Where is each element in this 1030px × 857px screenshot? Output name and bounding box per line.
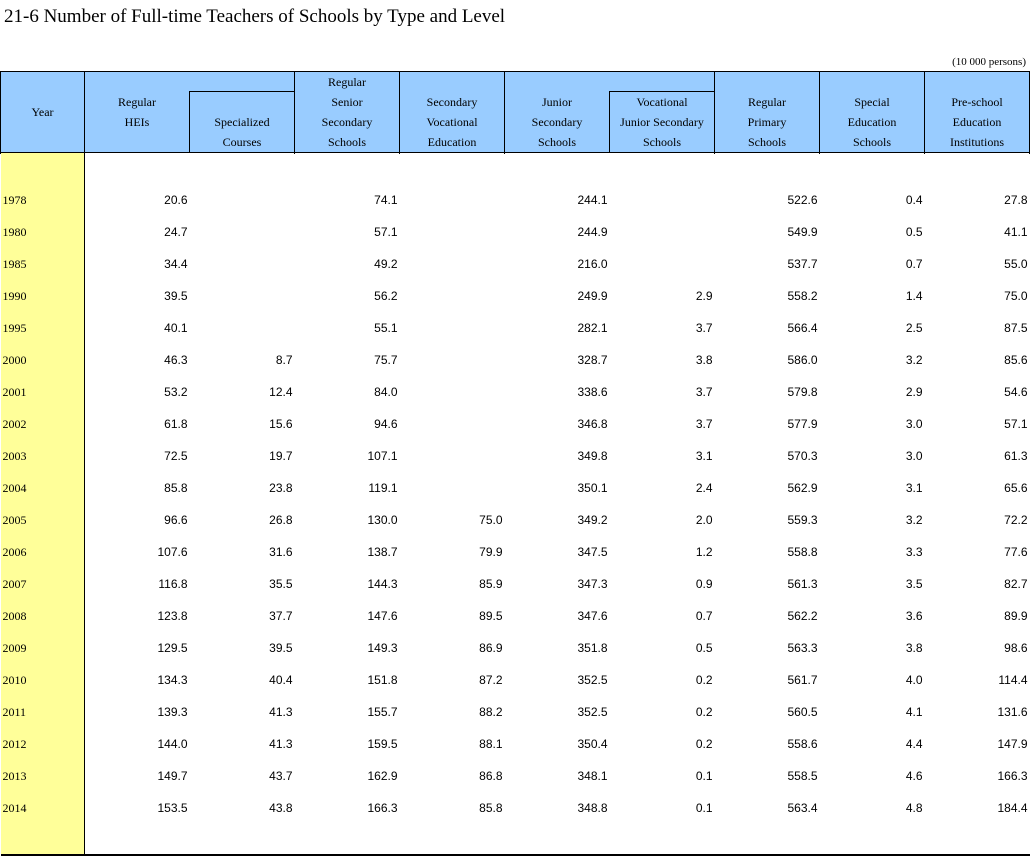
value-cell: 89.5 bbox=[479, 609, 503, 623]
table-row bbox=[1, 536, 1030, 568]
value-cell: 4.6 bbox=[905, 769, 923, 783]
value-cell: 559.3 bbox=[787, 513, 818, 527]
value-cell: 155.7 bbox=[367, 705, 398, 719]
year-cell: 2002 bbox=[1, 408, 85, 440]
value-cell bbox=[190, 216, 295, 248]
value-cell: 558.5 bbox=[787, 769, 818, 783]
value-cell: 139.3 bbox=[157, 705, 188, 719]
value-cell: 56.2 bbox=[374, 289, 398, 303]
table-row bbox=[1, 600, 1030, 632]
value-cell: 57.1 bbox=[374, 225, 398, 239]
header-spacer bbox=[190, 72, 295, 92]
year-cell: 1978 bbox=[1, 184, 85, 216]
value-cell: 74.1 bbox=[374, 193, 398, 207]
value-cell: 563.3 bbox=[787, 641, 818, 655]
value-cell: 328.7 bbox=[577, 353, 608, 367]
value-cell: 144.0 bbox=[157, 737, 188, 751]
year-cell: 2007 bbox=[1, 568, 85, 600]
value-cell: 8.7 bbox=[275, 353, 293, 367]
value-cell: 537.7 bbox=[787, 257, 818, 271]
value-cell: 2.9 bbox=[695, 289, 713, 303]
value-cell: 350.1 bbox=[577, 481, 608, 495]
value-cell: 348.1 bbox=[577, 769, 608, 783]
value-cell bbox=[400, 312, 505, 344]
table-row bbox=[1, 344, 1030, 376]
value-cell: 149.3 bbox=[367, 641, 398, 655]
value-cell: 40.4 bbox=[269, 673, 293, 687]
value-cell: 0.7 bbox=[695, 609, 713, 623]
table-row bbox=[1, 216, 1030, 248]
value-cell: 1.2 bbox=[695, 545, 713, 559]
value-cell: 561.3 bbox=[787, 577, 818, 591]
value-cell: 129.5 bbox=[157, 641, 188, 655]
value-cell: 3.0 bbox=[905, 449, 923, 463]
value-cell: 114.4 bbox=[998, 673, 1028, 687]
page-title: 21-6 Number of Full-time Teachers of Schools by Type and Level bbox=[4, 6, 506, 27]
value-cell: 3.7 bbox=[695, 321, 713, 335]
value-cell: 2.4 bbox=[695, 481, 713, 495]
value-cell: 31.6 bbox=[269, 545, 293, 559]
value-cell: 37.7 bbox=[269, 609, 293, 623]
value-cell: 3.8 bbox=[695, 353, 713, 367]
table-row bbox=[1, 312, 1030, 344]
value-cell: 3.7 bbox=[695, 417, 713, 431]
value-cell: 0.2 bbox=[695, 673, 713, 687]
year-cell: 2009 bbox=[1, 632, 85, 664]
table-row bbox=[1, 408, 1030, 440]
value-cell bbox=[400, 376, 505, 408]
year-cell: 2001 bbox=[1, 376, 85, 408]
value-cell: 352.5 bbox=[577, 673, 608, 687]
year-cell: 2004 bbox=[1, 472, 85, 504]
value-cell bbox=[190, 184, 295, 216]
value-cell: 2.0 bbox=[695, 513, 713, 527]
value-cell: 3.3 bbox=[905, 545, 923, 559]
header-preschool: Pre-school Education Institutions bbox=[925, 72, 1030, 153]
year-cell: 2014 bbox=[1, 792, 85, 824]
value-cell: 88.2 bbox=[479, 705, 503, 719]
value-cell bbox=[400, 280, 505, 312]
value-cell: 4.8 bbox=[905, 801, 923, 815]
value-cell: 3.5 bbox=[905, 577, 923, 591]
table-row bbox=[1, 280, 1030, 312]
value-cell: 347.5 bbox=[577, 545, 608, 559]
table-row bbox=[1, 760, 1030, 792]
value-cell: 2.9 bbox=[905, 385, 923, 399]
table-row bbox=[1, 792, 1030, 824]
value-cell: 561.7 bbox=[787, 673, 818, 687]
value-cell: 216.0 bbox=[577, 257, 608, 271]
value-cell bbox=[400, 344, 505, 376]
value-cell: 184.4 bbox=[997, 801, 1028, 815]
value-cell: 566.4 bbox=[787, 321, 818, 335]
value-cell: 3.1 bbox=[695, 449, 713, 463]
value-cell: 549.9 bbox=[787, 225, 818, 239]
value-cell: 88.1 bbox=[479, 737, 503, 751]
value-cell: 75.0 bbox=[479, 513, 503, 527]
table-row bbox=[1, 248, 1030, 280]
value-cell: 134.3 bbox=[157, 673, 188, 687]
value-cell: 107.1 bbox=[367, 449, 398, 463]
value-cell: 244.1 bbox=[577, 193, 608, 207]
value-cell: 131.6 bbox=[997, 705, 1028, 719]
value-cell: 0.5 bbox=[695, 641, 713, 655]
value-cell: 3.2 bbox=[905, 353, 923, 367]
value-cell bbox=[610, 248, 715, 280]
value-cell: 55.0 bbox=[1004, 257, 1028, 271]
table-row bbox=[1, 568, 1030, 600]
header-year: Year bbox=[1, 72, 85, 153]
value-cell: 0.5 bbox=[905, 225, 923, 239]
value-cell: 348.8 bbox=[577, 801, 608, 815]
header-spacer-2 bbox=[610, 72, 715, 92]
value-cell: 162.9 bbox=[367, 769, 398, 783]
value-cell: 144.3 bbox=[367, 577, 398, 591]
value-cell: 347.3 bbox=[577, 577, 608, 591]
value-cell: 84.0 bbox=[374, 385, 398, 399]
table-row bbox=[1, 184, 1030, 216]
header-regular-primary: Regular Primary Schools bbox=[715, 72, 820, 153]
value-cell: 586.0 bbox=[787, 353, 818, 367]
value-cell bbox=[190, 312, 295, 344]
value-cell: 12.4 bbox=[269, 385, 293, 399]
value-cell: 98.6 bbox=[1004, 641, 1028, 655]
value-cell: 0.7 bbox=[905, 257, 923, 271]
value-cell: 349.2 bbox=[577, 513, 608, 527]
value-cell: 119.1 bbox=[368, 481, 398, 495]
value-cell: 0.9 bbox=[695, 577, 713, 591]
year-cell: 1990 bbox=[1, 280, 85, 312]
value-cell bbox=[400, 184, 505, 216]
value-cell: 87.2 bbox=[479, 673, 503, 687]
value-cell: 153.5 bbox=[157, 801, 188, 815]
value-cell bbox=[610, 184, 715, 216]
value-cell: 75.0 bbox=[1004, 289, 1028, 303]
value-cell: 77.6 bbox=[1004, 545, 1028, 559]
header-junior-secondary: Junior Secondary Schools bbox=[505, 72, 610, 153]
value-cell: 4.4 bbox=[905, 737, 923, 751]
value-cell: 0.1 bbox=[695, 769, 713, 783]
year-cell: 2013 bbox=[1, 760, 85, 792]
value-cell: 85.8 bbox=[164, 481, 188, 495]
header-secondary-vocational: Secondary Vocational Education bbox=[400, 72, 505, 153]
value-cell: 149.7 bbox=[157, 769, 188, 783]
value-cell bbox=[190, 280, 295, 312]
year-cell: 1985 bbox=[1, 248, 85, 280]
value-cell: 35.5 bbox=[269, 577, 293, 591]
value-cell: 138.7 bbox=[367, 545, 398, 559]
value-cell: 34.4 bbox=[164, 257, 188, 271]
header-specialized-courses: Specialized Courses bbox=[190, 92, 295, 153]
value-cell: 107.6 bbox=[157, 545, 188, 559]
value-cell: 244.9 bbox=[577, 225, 608, 239]
value-cell: 43.8 bbox=[269, 801, 293, 815]
value-cell: 46.3 bbox=[164, 353, 188, 367]
value-cell: 116.8 bbox=[158, 577, 188, 591]
value-cell: 15.6 bbox=[269, 417, 293, 431]
value-cell: 351.8 bbox=[577, 641, 608, 655]
value-cell: 562.9 bbox=[787, 481, 818, 495]
value-cell bbox=[400, 408, 505, 440]
value-cell: 558.2 bbox=[787, 289, 818, 303]
value-cell: 39.5 bbox=[164, 289, 188, 303]
unit-note: (10 000 persons) bbox=[952, 56, 1026, 68]
value-cell bbox=[610, 216, 715, 248]
value-cell: 346.8 bbox=[577, 417, 608, 431]
value-cell: 2.5 bbox=[905, 321, 923, 335]
header-special-education: Special Education Schools bbox=[820, 72, 925, 153]
value-cell: 86.8 bbox=[479, 769, 503, 783]
value-cell: 1.4 bbox=[905, 289, 923, 303]
year-cell: 2006 bbox=[1, 536, 85, 568]
value-cell: 577.9 bbox=[787, 417, 818, 431]
value-cell: 159.5 bbox=[367, 737, 398, 751]
value-cell: 166.3 bbox=[367, 801, 398, 815]
value-cell: 558.6 bbox=[787, 737, 818, 751]
table-row bbox=[1, 440, 1030, 472]
value-cell: 41.3 bbox=[269, 737, 293, 751]
value-cell: 560.5 bbox=[787, 705, 818, 719]
value-cell bbox=[400, 440, 505, 472]
value-cell: 72.5 bbox=[164, 449, 188, 463]
value-cell: 352.5 bbox=[577, 705, 608, 719]
table-row bbox=[1, 696, 1030, 728]
header-senior-secondary: Regular Senior Secondary Schools bbox=[295, 72, 400, 153]
value-cell: 94.6 bbox=[374, 417, 398, 431]
value-cell: 23.8 bbox=[269, 481, 293, 495]
value-cell: 4.0 bbox=[905, 673, 923, 687]
year-cell: 1980 bbox=[1, 216, 85, 248]
value-cell: 87.5 bbox=[1004, 321, 1028, 335]
value-cell bbox=[400, 472, 505, 504]
value-cell: 82.7 bbox=[1004, 577, 1028, 591]
value-cell: 3.6 bbox=[905, 609, 923, 623]
value-cell: 0.4 bbox=[905, 193, 923, 207]
value-cell: 41.3 bbox=[269, 705, 293, 719]
year-cell: 2008 bbox=[1, 600, 85, 632]
value-cell: 350.4 bbox=[577, 737, 608, 751]
value-cell: 54.6 bbox=[1004, 385, 1028, 399]
value-cell: 85.6 bbox=[1004, 353, 1028, 367]
year-cell: 2011 bbox=[1, 696, 85, 728]
value-cell: 72.2 bbox=[1004, 513, 1028, 527]
value-cell: 3.8 bbox=[905, 641, 923, 655]
header-vocational-junior: Vocational Junior Secondary Schools bbox=[610, 92, 715, 153]
year-cell: 2003 bbox=[1, 440, 85, 472]
teachers-table bbox=[0, 71, 1030, 856]
table-row bbox=[1, 728, 1030, 760]
value-cell: 24.7 bbox=[164, 225, 188, 239]
value-cell: 3.2 bbox=[905, 513, 923, 527]
value-cell: 3.0 bbox=[905, 417, 923, 431]
value-cell: 282.1 bbox=[577, 321, 608, 335]
value-cell: 85.9 bbox=[479, 577, 503, 591]
value-cell: 96.6 bbox=[164, 513, 188, 527]
table-row bbox=[1, 504, 1030, 536]
value-cell bbox=[400, 216, 505, 248]
table-row bbox=[1, 376, 1030, 408]
value-cell: 86.9 bbox=[479, 641, 503, 655]
value-cell: 579.8 bbox=[787, 385, 818, 399]
value-cell: 147.6 bbox=[367, 609, 398, 623]
value-cell: 338.6 bbox=[577, 385, 608, 399]
table-row bbox=[1, 472, 1030, 504]
table-row bbox=[1, 664, 1030, 696]
value-cell: 40.1 bbox=[164, 321, 188, 335]
value-cell: 27.8 bbox=[1004, 193, 1028, 207]
year-cell: 2012 bbox=[1, 728, 85, 760]
value-cell: 123.8 bbox=[157, 609, 188, 623]
year-cell: 2005 bbox=[1, 504, 85, 536]
value-cell: 85.8 bbox=[479, 801, 503, 815]
value-cell: 75.7 bbox=[374, 353, 398, 367]
value-cell: 61.3 bbox=[1004, 449, 1028, 463]
value-cell: 4.1 bbox=[905, 705, 923, 719]
value-cell: 19.7 bbox=[269, 449, 293, 463]
year-spacer-cell bbox=[1, 824, 85, 855]
value-cell: 570.3 bbox=[787, 449, 818, 463]
value-cell: 55.1 bbox=[374, 321, 398, 335]
value-cell: 562.2 bbox=[787, 609, 818, 623]
value-cell: 3.1 bbox=[905, 481, 923, 495]
value-cell: 3.7 bbox=[695, 385, 713, 399]
value-cell bbox=[400, 248, 505, 280]
value-cell: 349.8 bbox=[577, 449, 608, 463]
value-cell: 26.8 bbox=[269, 513, 293, 527]
value-cell: 558.8 bbox=[787, 545, 818, 559]
value-cell: 0.2 bbox=[695, 705, 713, 719]
value-cell: 53.2 bbox=[164, 385, 188, 399]
year-cell: 1995 bbox=[1, 312, 85, 344]
value-cell: 20.6 bbox=[164, 193, 188, 207]
year-spacer-cell bbox=[1, 153, 85, 185]
value-cell: 0.2 bbox=[695, 737, 713, 751]
value-cell bbox=[190, 248, 295, 280]
table-row bbox=[1, 632, 1030, 664]
year-cell: 2010 bbox=[1, 664, 85, 696]
year-cell: 2000 bbox=[1, 344, 85, 376]
value-cell: 166.3 bbox=[997, 769, 1028, 783]
value-cell: 61.8 bbox=[164, 417, 188, 431]
value-cell: 39.5 bbox=[269, 641, 293, 655]
value-cell: 347.6 bbox=[577, 609, 608, 623]
value-cell: 147.9 bbox=[997, 737, 1028, 751]
header-regular-heis: Regular HEIs bbox=[85, 72, 190, 153]
value-cell: 0.1 bbox=[695, 801, 713, 815]
value-cell: 151.8 bbox=[367, 673, 398, 687]
value-cell: 130.0 bbox=[367, 513, 398, 527]
value-cell: 41.1 bbox=[1004, 225, 1028, 239]
value-cell: 57.1 bbox=[1004, 417, 1028, 431]
value-cell: 563.4 bbox=[787, 801, 818, 815]
value-cell: 79.9 bbox=[479, 545, 503, 559]
value-cell: 522.6 bbox=[787, 193, 818, 207]
value-cell: 65.6 bbox=[1004, 481, 1028, 495]
value-cell: 43.7 bbox=[269, 769, 293, 783]
value-cell: 249.9 bbox=[577, 289, 608, 303]
value-cell: 49.2 bbox=[374, 257, 398, 271]
value-cell: 89.9 bbox=[1004, 609, 1028, 623]
